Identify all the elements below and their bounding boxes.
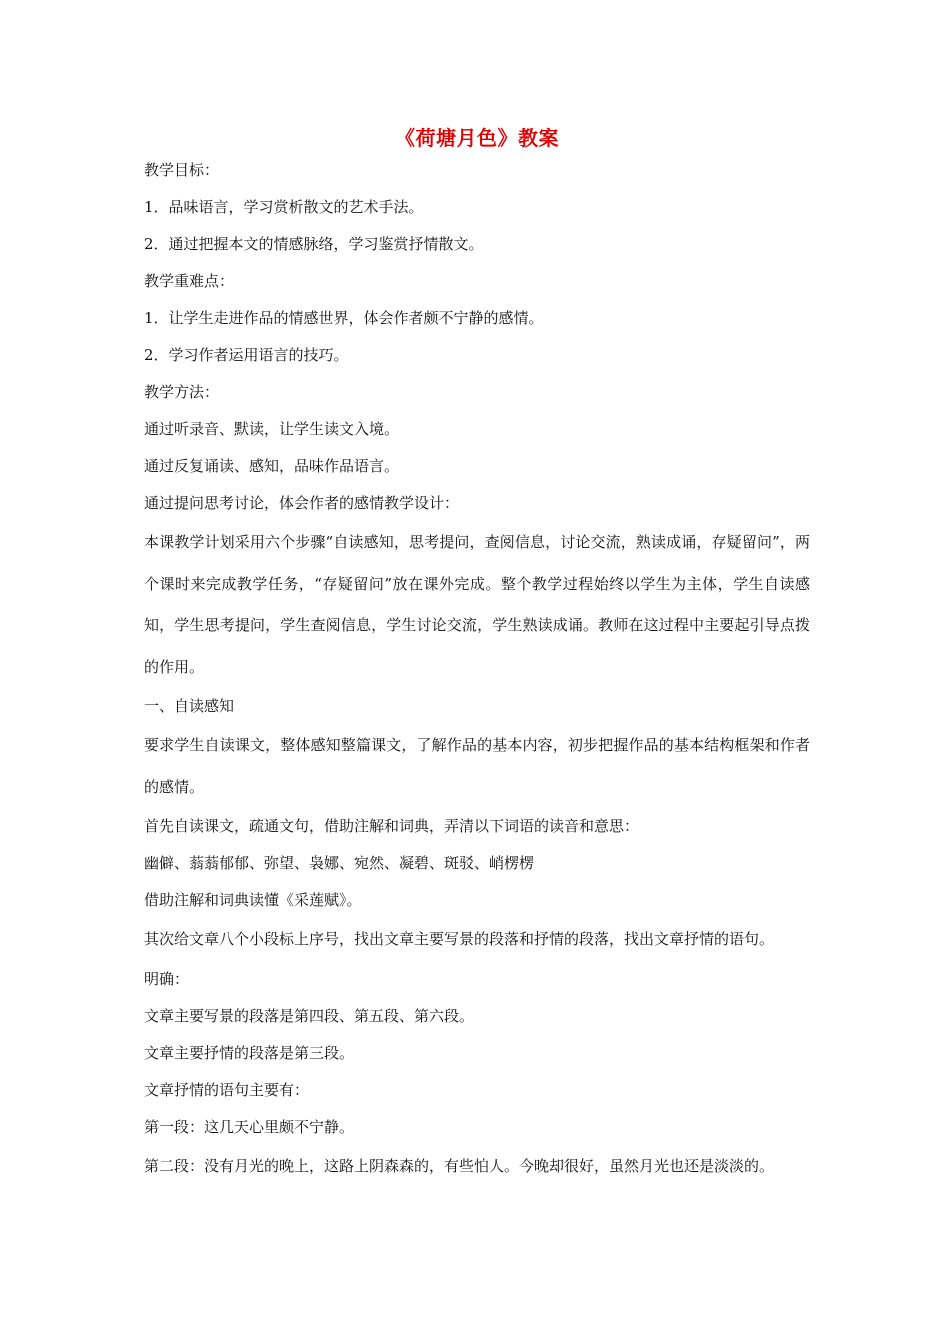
lyrical-sentences-heading: 文章抒情的语句主要有： — [144, 1080, 310, 1099]
lyrical-paragraphs-line: 文章主要抒情的段落是第三段。 — [144, 1043, 355, 1062]
key-point-2: 2．学习作者运用语言的技巧。 — [144, 346, 349, 364]
lotus-fu-line: 借助注解和词典读懂《采莲赋》。 — [144, 891, 362, 909]
first-step-line: 首先自读课文，疏通文句，借助注解和词典，弄清以下词语的读音和意思： — [144, 817, 640, 835]
objective-2: 2．通过把握本文的情感脉络，学习鉴赏抒情散文。 — [144, 235, 484, 253]
method-1: 通过听录音、默读，让学生读文入境。 — [144, 420, 400, 438]
heading-methods: 教学方法： — [144, 383, 220, 401]
scenery-paragraphs-line: 文章主要写景的段落是第四段、第五段、第六段。 — [144, 1006, 475, 1025]
method-3: 通过提问思考讨论，体会作者的感情教学设计： — [144, 494, 460, 512]
reading-requirement-paragraph: 要求学生自读课文，整体感知整篇课文，了解作品的基本内容，初步把握作品的基本结构框架和作者的感情。 — [144, 736, 810, 796]
objective-1: 1．品味语言，学习赏析散文的艺术手法。 — [144, 198, 424, 216]
heading-objectives: 教学目标： — [144, 161, 220, 179]
method-2: 通过反复诵读、感知，品味作品语言。 — [144, 457, 400, 475]
key-point-1: 1．让学生走进作品的情感世界，体会作者颇不宁静的感情。 — [144, 309, 544, 327]
clarify-heading: 明确： — [144, 969, 190, 988]
vocabulary-list: 幽僻、蓊蓊郁郁、弥望、袅娜、宛然、凝碧、斑驳、峭楞楞 — [144, 854, 535, 872]
paragraph-one-line: 第一段：这几天心里颇不宁静。 — [144, 1117, 355, 1136]
heading-key-points: 教学重难点： — [144, 272, 235, 290]
teaching-plan-paragraph: 本课教学计划采用六个步骤“自读感知，思考提问，查阅信息，讨论交流，熟读成诵，存疑留问”，两个课时来完成教学任务，“存疑留问”放在课外完成。整个教学过程始终以学生为主体，学生自读感知，学生思考提问，学生查阅信息，学生讨论交流，学生熟读成诵。教师在这过程中主要起引导点拨的作用。 — [144, 533, 810, 676]
second-step-paragraph: 其次给文章八个小段标上序号，找出文章主要写景的段落和抒情的段落，找出文章抒情的语句。 — [144, 930, 775, 948]
paragraph-two-line: 第二段：没有月光的晚上，这路上阴森森的，有些怕人。今晚却很好，虽然月光也还是淡淡的。 — [144, 1156, 775, 1175]
document-title: 《荷塘月色》教案 — [395, 126, 559, 150]
document-body — [144, 124, 810, 1187]
section-heading-1: 一、自读感知 — [144, 697, 235, 715]
